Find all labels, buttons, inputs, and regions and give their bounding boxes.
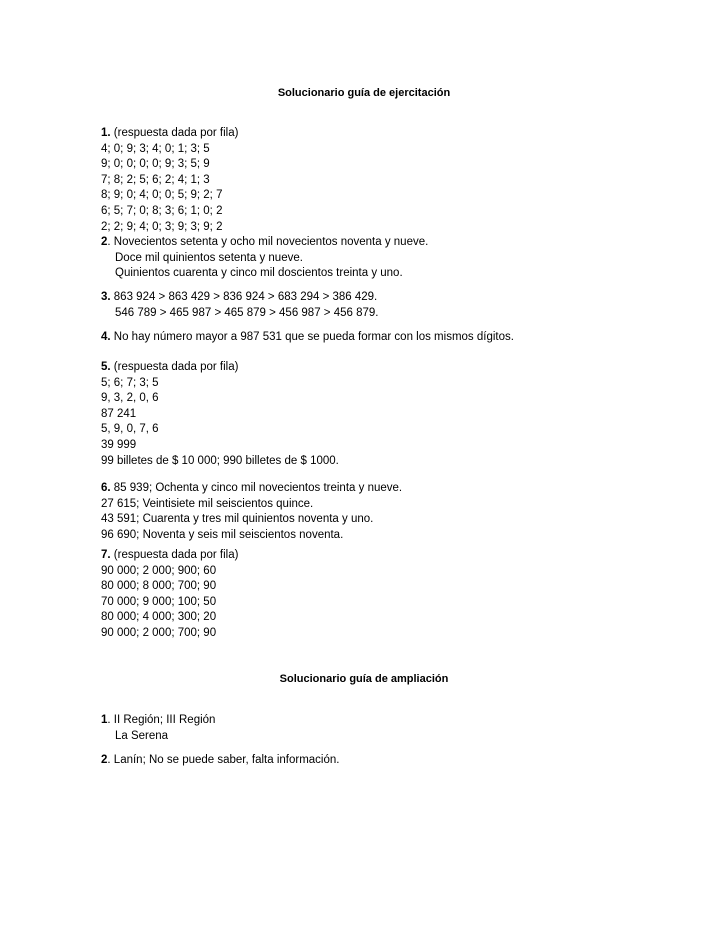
- answer-1-row: 2; 2; 9; 4; 0; 3; 9; 3; 9; 2: [101, 220, 223, 233]
- answer-1-row: 8; 9; 0; 4; 0; 0; 5; 9; 2; 7: [101, 189, 223, 202]
- answer-number: 3.: [101, 291, 111, 303]
- ampliacion-answer-1-header: [101, 713, 701, 729]
- ampliacion-answer-2-header: [101, 753, 701, 769]
- answer-number: 5.: [101, 361, 111, 373]
- title-ejercitacion: Solucionario guía de ejercitación: [277, 87, 451, 99]
- answer-number: 1: [101, 714, 108, 726]
- answer-text: 863 924 > 863 429 > 836 924 > 683 294 > 386 429.: [110, 291, 378, 303]
- answer-6-row: 27 615; Veintisiete mil seiscientos quince.: [101, 497, 314, 510]
- answer-number: 2: [101, 236, 108, 248]
- answer-6: [101, 481, 701, 543]
- answer-number: 4.: [101, 331, 111, 343]
- answer-2-header: [101, 235, 701, 251]
- answer-text: . Lanín; No se puede saber, falta información.: [107, 754, 340, 766]
- answer-7-header: [101, 548, 701, 564]
- answer-7-row: 90 000; 2 000; 900; 60: [101, 564, 217, 577]
- answer-1-row: 6; 5; 7; 0; 8; 3; 6; 1; 0; 2: [101, 204, 223, 217]
- answer-number: 6.: [101, 482, 111, 494]
- answer-number: 1.: [101, 127, 111, 139]
- answer-5-extra: [101, 454, 701, 470]
- answer-7-row: 80 000; 4 000; 300; 20: [101, 611, 217, 624]
- answer-2-row: Doce mil quinientos setenta y nueve.: [115, 251, 303, 264]
- ampliacion-answer-1: [101, 713, 701, 744]
- answer-note: (respuesta dada por fila): [110, 127, 239, 139]
- answer-2: [101, 235, 701, 282]
- answer-text: 85 939; Ochenta y cinco mil novecientos treinta y nueve.: [110, 482, 403, 494]
- answer-5-row: 5, 9, 0, 7, 6: [101, 423, 159, 436]
- answer-3: [101, 290, 701, 321]
- answer-6-header: [101, 481, 701, 497]
- answer-4: [101, 330, 701, 346]
- answer-7-row: 80 000; 8 000; 700; 90: [101, 580, 217, 593]
- answer-2-row: Quinientos cuarenta y cinco mil doscientos treinta y uno.: [115, 267, 403, 280]
- answer-7-row: 70 000; 9 000; 100; 50: [101, 595, 217, 608]
- answer-5-row: 87 241: [101, 407, 137, 420]
- answer-note: (respuesta dada por fila): [110, 361, 239, 373]
- answer-text: No hay número mayor a 987 531 que se pueda formar con los mismos dígitos.: [110, 331, 514, 343]
- answer-6-row: 43 591; Cuarenta y tres mil quinientos noventa y uno.: [101, 513, 374, 526]
- answer-number: 2: [101, 754, 108, 766]
- answer-text: . Novecientos setenta y ocho mil novecientos noventa y nueve.: [107, 236, 429, 248]
- answer-6-row: 96 690; Noventa y seis mil seiscientos noventa.: [101, 528, 344, 541]
- answer-text: . II Región; III Región: [107, 714, 216, 726]
- answer-1-row: 4; 0; 9; 3; 4; 0; 1; 3; 5: [101, 142, 210, 155]
- answer-5: [101, 360, 701, 454]
- title-ampliacion: Solucionario guía de ampliación: [279, 673, 449, 685]
- answer-5-row: 9, 3, 2, 0, 6: [101, 392, 159, 405]
- ampliacion-answer-2: [101, 753, 701, 769]
- answer-5-extra-text: 99 billetes de $ 10 000; 990 billetes de $ 1000.: [101, 455, 339, 467]
- answer-note: (respuesta dada por fila): [110, 549, 239, 561]
- answer-3-row: 546 789 > 465 987 > 465 879 > 456 987 > 456 879.: [115, 306, 379, 319]
- answer-3-header: [101, 290, 701, 306]
- answer-7-row: 90 000; 2 000; 700; 90: [101, 626, 217, 639]
- ampliacion-answer-1-row: La Serena: [115, 729, 169, 742]
- answer-5-header: [101, 360, 701, 376]
- answer-1: [101, 126, 701, 235]
- answer-5-row: 39 999: [101, 438, 137, 451]
- answer-7: [101, 548, 701, 642]
- answer-number: 7.: [101, 549, 111, 561]
- answer-1-header: [101, 126, 701, 142]
- answer-4-header: [101, 330, 701, 346]
- answer-1-row: 7; 8; 2; 5; 6; 2; 4; 1; 3: [101, 173, 210, 186]
- answer-1-row: 9; 0; 0; 0; 0; 9; 3; 5; 9: [101, 158, 210, 171]
- answer-5-row: 5; 6; 7; 3; 5: [101, 376, 159, 389]
